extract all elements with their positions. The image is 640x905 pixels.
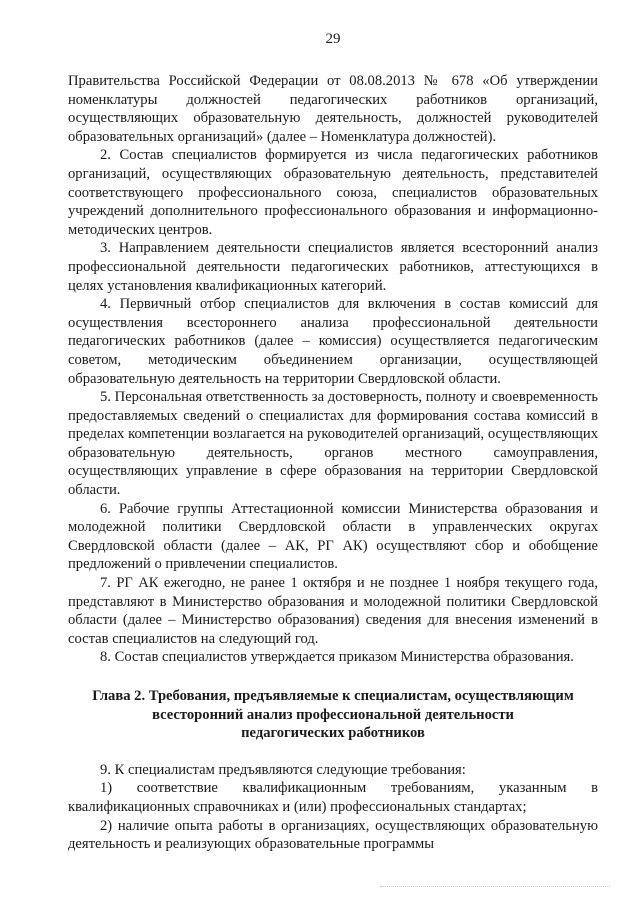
document-body: [68, 72, 598, 854]
paragraph-3: 3. Направлением деятельности специалистов является всесторонний анализ профессиональной деятельности педагогических работников, аттестующихся в целях установления квалификационных категорий.: [68, 240, 598, 294]
chapter-heading: [68, 687, 598, 743]
chapter-heading-line-3: педагогических работников: [241, 725, 425, 742]
scan-edge-divider: [380, 886, 610, 887]
paragraph-5: 5. Персональная ответственность за достоверность, полноту и своевременность предоставляемых сведений о специалистах для формирования состава комиссий в пределах компетенции возлагается на руководителей организаций, осуществляющих образовательную деятельность, органов местного самоуправления, осуществляющих управление в сфере образования на территории Свердловской области.: [68, 389, 598, 499]
requirement-1: 1) соответствие квалификационным требованиям, указанным в квалификационных справочниках и (или) профессиональных стандартах;: [68, 780, 598, 815]
page-number: 29: [325, 31, 341, 47]
paragraph-9: 9. К специалистам предъявляются следующие требования:: [100, 761, 466, 778]
paragraph-1-continuation: Правительства Российской Федерации от 08.08.2013 № 678 «Об утверждении номенклатуры должностей педагогических работников организаций, осуществляющих образовательную деятельность, должностей руководителей образовательных организаций» (далее – Номенклатура должностей).: [68, 73, 598, 145]
paragraph-2: 2. Состав специалистов формируется из числа педагогических работников организаций, осуществляющих образовательную деятельность, представителей соответствующего профессионального союза, специалистов образовательных учреждений дополнительного профессионального образования и информационно-методических центров.: [68, 147, 598, 238]
paragraph-6: 6. Рабочие группы Аттестационной комиссии Министерства образования и молодежной политики Свердловской области в управленческих округах Свердловской области (далее – АК, РГ АК) осуществляют сбор и обобщение предложений о привлечении специалистов.: [68, 500, 598, 573]
document-page: [68, 30, 598, 854]
paragraph-4: 4. Первичный отбор специалистов для включения в состав комиссий для осуществления всестороннего анализа профессиональной деятельности педагогических работников (далее – комиссия) осуществляется педагогическим советом, методическим объединением организации, осуществляющей образовательную деятельность на территории Свердловской области.: [68, 296, 598, 387]
requirement-2: 2) наличие опыта работы в организациях, осуществляющих образовательную деятельность и реализующих образовательные программы: [68, 817, 598, 853]
paragraph-8: 8. Состав специалистов утверждается приказом Министерства образования.: [100, 649, 574, 666]
paragraph-7: 7. РГ АК ежегодно, не ранее 1 октября и не позднее 1 ноября текущего года, представляют в Министерство образования и молодежной политики Свердловской области (далее – Министерство образования) сведения для внесения изменений в состав специалистов на следующий год.: [68, 575, 598, 647]
chapter-heading-line-2: всесторонний анализ профессиональной деятельности: [152, 706, 514, 723]
chapter-heading-line-1: Глава 2. Требования, предъявляемые к специалистам, осуществляющим: [92, 688, 574, 704]
